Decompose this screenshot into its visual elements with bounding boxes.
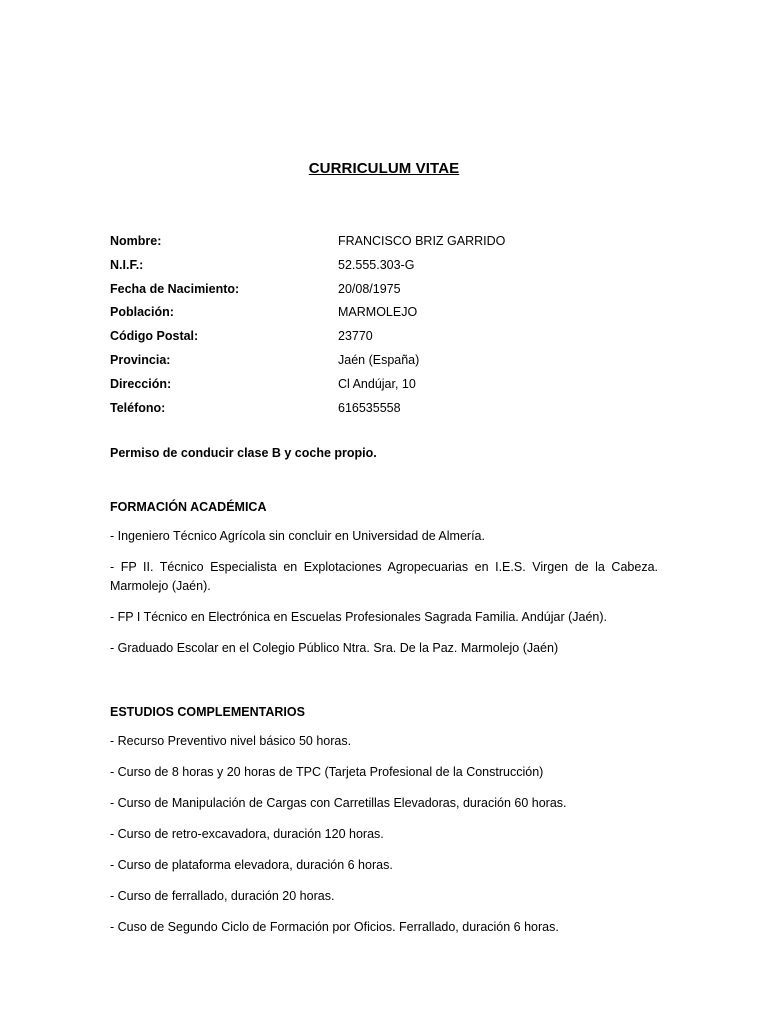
list-item: - Curso de 8 horas y 20 horas de TPC (Tarjeta Profesional de la Construcción) <box>110 765 544 780</box>
list-item: - Recurso Preventivo nivel básico 50 horas. <box>110 734 352 749</box>
list-item: - FP II. Técnico Especialista en Explotaciones Agropecuarias en I.E.S. Virgen de la Cabeza. Marmolejo (Jaén). <box>110 560 658 594</box>
info-value: FRANCISCO BRIZ GARRIDO <box>338 234 506 248</box>
info-label: Población: <box>110 305 174 320</box>
info-label: Dirección: <box>110 376 172 391</box>
list-item: - Ingeniero Técnico Agrícola sin concluir en Universidad de Almería. <box>110 529 485 544</box>
section-estudios <box>110 704 658 937</box>
list-item: - Cuso de Segundo Ciclo de Formación por Oficios. Ferrallado, duración 6 horas. <box>110 920 559 935</box>
info-value: MARMOLEJO <box>338 305 418 320</box>
personal-info <box>110 233 658 423</box>
info-row-provincia <box>110 352 658 376</box>
info-value: 20/08/1975 <box>338 281 401 296</box>
list-item: - Curso de plataforma elevadora, duración 6 horas. <box>110 858 393 873</box>
info-row-direccion <box>110 376 658 400</box>
list-item: - Curso de retro-excavadora, duración 120 horas. <box>110 827 384 842</box>
info-value: 23770 <box>338 329 373 344</box>
info-value: 52.555.303-G <box>338 257 415 272</box>
info-label: Provincia: <box>110 352 171 367</box>
list-item: - Graduado Escolar en el Colegio Público Ntra. Sra. De la Paz. Marmolejo (Jaén) <box>110 641 559 656</box>
info-label: Teléfono: <box>110 400 166 415</box>
list-item: - FP I Técnico en Electrónica en Escuelas Profesionales Sagrada Familia. Andújar (Jaén). <box>110 610 608 625</box>
info-row-fecha-nacimiento <box>110 281 658 305</box>
section-formacion <box>110 499 658 658</box>
info-row-nif <box>110 257 658 281</box>
info-value: Jaén (España) <box>338 352 420 367</box>
cv-page <box>110 158 658 937</box>
list-item: - Curso de Manipulación de Cargas con Carretillas Elevadoras, duración 60 horas. <box>110 796 567 811</box>
info-row-telefono <box>110 400 658 424</box>
info-row-nombre <box>110 233 658 257</box>
section-heading: FORMACIÓN ACADÉMICA <box>110 500 267 515</box>
info-label: Código Postal: <box>110 329 199 344</box>
section-heading: ESTUDIOS COMPLEMENTARIOS <box>110 705 305 720</box>
info-value: Cl Andújar, 10 <box>338 376 416 391</box>
list-item: - Curso de ferrallado, duración 20 horas. <box>110 889 335 904</box>
info-value: 616535558 <box>338 400 401 415</box>
info-row-poblacion <box>110 304 658 328</box>
info-label: Nombre: <box>110 234 162 248</box>
document-title: CURRICULUM VITAE <box>308 160 460 177</box>
driving-license: Permiso de conducir clase B y coche propio. <box>110 446 377 461</box>
info-row-codigo-postal <box>110 328 658 352</box>
info-label: N.I.F.: <box>110 257 144 272</box>
info-label: Fecha de Nacimiento: <box>110 281 240 296</box>
